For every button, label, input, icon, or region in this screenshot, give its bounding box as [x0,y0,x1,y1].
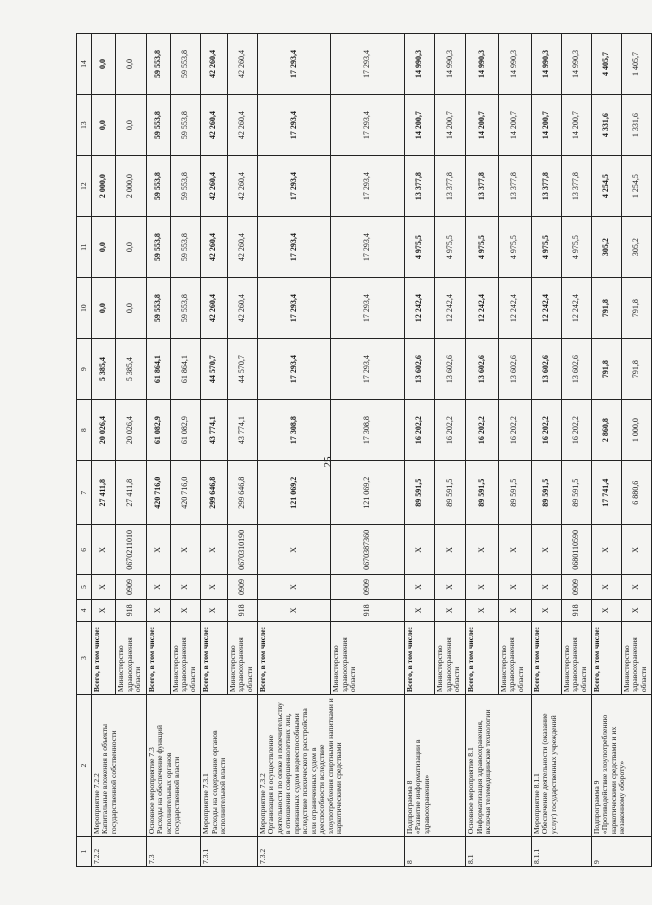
value-cell-c12: 59 553,8 [146,156,170,217]
table-row [404,34,435,867]
value-cell-c12: 13 377,8 [561,156,591,217]
value-cell-c8: 61 082,9 [170,400,200,461]
value-cell-c4: X [91,599,115,621]
value-cell-c5: X [591,575,621,599]
value-cell-c14: 0,0 [116,34,146,95]
table-row [466,34,499,867]
value-cell-c13: 42 260,4 [227,95,257,156]
value-cell-c5: X [404,575,435,599]
value-cell-c14: 42 260,4 [201,34,228,95]
value-cell-c10: 12 242,4 [435,278,466,339]
value-cell-c5: X [91,575,115,599]
value-cell-c4: X [146,599,170,621]
value-cell-c8: 16 202,2 [435,400,466,461]
line-kind: Всего, в том числе: [591,621,621,694]
value-cell-c12: 42 260,4 [201,156,228,217]
value-cell-c6: 0680110590 [561,525,591,575]
row-number: 8.1.1 [531,837,591,867]
value-cell-c6: X [591,525,621,575]
value-cell-c9: 791,8 [591,339,621,400]
program-name: Мероприятие 7.3.1 Расходы на содержание органов исполнительной власти [201,695,258,837]
value-cell-c5: X [466,575,499,599]
line-kind: Всего, в том числе: [146,621,170,694]
value-cell-c6: X [621,525,651,575]
value-cell-c4: X [591,599,621,621]
value-cell-c14: 14 990,3 [531,34,561,95]
value-cell-c9: 791,8 [621,339,651,400]
line-kind: Министерство здравоохранения области [561,621,591,694]
value-cell-c12: 13 377,8 [531,156,561,217]
value-cell-c11: 59 553,8 [146,217,170,278]
table-row [257,34,330,867]
value-cell-c12: 2 000,0 [116,156,146,217]
value-cell-c11: 42 260,4 [201,217,228,278]
value-cell-c11: 305,2 [621,217,651,278]
value-cell-c10: 42 260,4 [201,278,228,339]
value-cell-c13: 0,0 [116,95,146,156]
value-cell-c11: 4 975,5 [498,217,531,278]
value-cell-c13: 17 293,4 [257,95,330,156]
value-cell-c7: 27 411,8 [91,461,115,525]
header-cell: 14 [77,34,92,95]
line-kind: Министерство здравоохранения области [435,621,466,694]
value-cell-c4: 918 [227,599,257,621]
value-cell-c9: 44 570,7 [227,339,257,400]
value-cell-c4: X [201,599,228,621]
line-kind: Министерство здравоохранения области [498,621,531,694]
value-cell-c5: 0909 [227,575,257,599]
value-cell-c4: X [257,599,330,621]
header-cell: 2 [77,695,92,837]
value-cell-c5: X [146,575,170,599]
value-cell-c8: 2 860,8 [591,400,621,461]
value-cell-c14: 14 990,3 [466,34,499,95]
value-cell-c5: X [435,575,466,599]
value-cell-c7: 89 591,5 [435,461,466,525]
value-cell-c9: 13 602,6 [435,339,466,400]
value-cell-c4: X [621,599,651,621]
table-row [91,34,115,867]
table-row [201,34,228,867]
value-cell-c10: 17 293,4 [331,278,404,339]
value-cell-c7: 299 646,8 [201,461,228,525]
line-kind: Министерство здравоохранения области [170,621,200,694]
value-cell-c8: 16 202,2 [498,400,531,461]
row-number: 7.2.2 [91,837,146,867]
value-cell-c5: X [531,575,561,599]
value-cell-c14: 4 405,7 [591,34,621,95]
value-cell-c5: 0909 [561,575,591,599]
value-cell-c12: 42 260,4 [227,156,257,217]
value-cell-c6: 0670310190 [227,525,257,575]
value-cell-c9: 13 602,6 [498,339,531,400]
value-cell-c12: 59 553,8 [170,156,200,217]
header-cell: 13 [77,95,92,156]
line-kind: Министерство здравоохранения области [621,621,651,694]
value-cell-c10: 791,8 [591,278,621,339]
row-number: 9 [591,837,651,867]
value-cell-c13: 14 200,7 [466,95,499,156]
value-cell-c14: 1 405,7 [621,34,651,95]
value-cell-c6: X [201,525,228,575]
value-cell-c14: 17 293,4 [257,34,330,95]
budget-table [76,33,652,867]
value-cell-c8: 16 202,2 [531,400,561,461]
value-cell-c10: 12 242,4 [404,278,435,339]
value-cell-c10: 0,0 [91,278,115,339]
value-cell-c6: X [466,525,499,575]
value-cell-c11: 17 293,4 [257,217,330,278]
line-kind: Министерство здравоохранения области [331,621,404,694]
value-cell-c5: X [498,575,531,599]
value-cell-c14: 14 990,3 [435,34,466,95]
value-cell-c7: 89 591,5 [531,461,561,525]
value-cell-c13: 59 553,8 [170,95,200,156]
value-cell-c10: 0,0 [116,278,146,339]
line-kind: Всего, в том числе: [91,621,115,694]
row-number: 7.3 [146,837,201,867]
value-cell-c13: 14 200,7 [435,95,466,156]
value-cell-c7: 420 716,0 [170,461,200,525]
value-cell-c4: X [404,599,435,621]
value-cell-c14: 17 293,4 [331,34,404,95]
page-number: 25 [322,456,334,468]
value-cell-c12: 17 293,4 [257,156,330,217]
line-kind: Министерство здравоохранения области [116,621,146,694]
header-cell: 6 [77,525,92,575]
value-cell-c7: 89 591,5 [466,461,499,525]
line-kind: Всего, в том числе: [201,621,228,694]
value-cell-c10: 12 242,4 [498,278,531,339]
value-cell-c4: 918 [116,599,146,621]
value-cell-c7: 89 591,5 [404,461,435,525]
header-cell: 10 [77,278,92,339]
column-number-header-row [77,34,92,867]
line-kind: Всего, в том числе: [257,621,330,694]
value-cell-c8: 20 026,4 [91,400,115,461]
value-cell-c13: 4 331,6 [591,95,621,156]
value-cell-c11: 4 975,5 [435,217,466,278]
value-cell-c13: 14 200,7 [404,95,435,156]
value-cell-c8: 43 774,1 [201,400,228,461]
value-cell-c12: 13 377,8 [435,156,466,217]
value-cell-c9: 17 293,4 [331,339,404,400]
value-cell-c13: 0,0 [91,95,115,156]
value-cell-c8: 16 202,2 [404,400,435,461]
value-cell-c13: 1 331,6 [621,95,651,156]
value-cell-c5: X [621,575,651,599]
value-cell-c7: 121 069,2 [331,461,404,525]
value-cell-c14: 14 990,3 [404,34,435,95]
value-cell-c14: 59 553,8 [146,34,170,95]
line-kind: Министерство здравоохранения области [227,621,257,694]
value-cell-c10: 12 242,4 [531,278,561,339]
value-cell-c11: 17 293,4 [331,217,404,278]
value-cell-c14: 59 553,8 [170,34,200,95]
value-cell-c13: 14 200,7 [561,95,591,156]
value-cell-c14: 42 260,4 [227,34,257,95]
value-cell-c8: 17 308,8 [331,400,404,461]
value-cell-c6: X [170,525,200,575]
program-name: Основное мероприятие 7.3 Расходы на обеспечение функций исполнительных органов государственной власти [146,695,201,837]
header-cell: 7 [77,461,92,525]
value-cell-c12: 4 254,5 [591,156,621,217]
value-cell-c6: X [146,525,170,575]
rotated-table-container [76,33,652,867]
value-cell-c14: 14 990,3 [561,34,591,95]
value-cell-c12: 13 377,8 [466,156,499,217]
header-cell: 4 [77,599,92,621]
table-row [591,34,621,867]
value-cell-c12: 17 293,4 [331,156,404,217]
value-cell-c9: 13 602,6 [531,339,561,400]
value-cell-c5: X [257,575,330,599]
line-kind: Всего, в том числе: [404,621,435,694]
value-cell-c11: 4 975,5 [561,217,591,278]
value-cell-c6: X [404,525,435,575]
value-cell-c10: 59 553,8 [170,278,200,339]
header-cell: 8 [77,400,92,461]
value-cell-c12: 13 377,8 [498,156,531,217]
value-cell-c8: 43 774,1 [227,400,257,461]
program-name: Мероприятие 7.3.2 Организация и осуществление деятельности по опеке и попечительству в отношении совершеннолетних лиц, признанных судом недееспособными вследствие психического расстройства или ограниченных судом в дееспособности вследствие злоупотребления спиртными напитками и наркотическими средствами [257,695,404,837]
header-cell: 5 [77,575,92,599]
value-cell-c6: X [257,525,330,575]
row-number: 8.1 [466,837,532,867]
program-name: Мероприятие 8.1.1 Обеспечение деятельности (оказание услуг) государственных учреждений [531,695,591,837]
value-cell-c9: 61 864,1 [170,339,200,400]
table-body [77,34,652,867]
value-cell-c13: 14 200,7 [531,95,561,156]
value-cell-c11: 4 975,5 [404,217,435,278]
row-number: 8 [404,837,466,867]
value-cell-c12: 2 000,0 [91,156,115,217]
value-cell-c7: 420 716,0 [146,461,170,525]
program-name: Основное мероприятие 8.1 Информатизация здравоохранения, включая телемедицинские технологии [466,695,532,837]
value-cell-c4: X [170,599,200,621]
value-cell-c8: 20 026,4 [116,400,146,461]
value-cell-c8: 16 202,2 [466,400,499,461]
value-cell-c10: 12 242,4 [466,278,499,339]
header-cell: 11 [77,217,92,278]
value-cell-c7: 121 069,2 [257,461,330,525]
value-cell-c9: 61 864,1 [146,339,170,400]
value-cell-c9: 13 602,6 [466,339,499,400]
value-cell-c5: X [201,575,228,599]
value-cell-c13: 17 293,4 [331,95,404,156]
value-cell-c4: 918 [331,599,404,621]
value-cell-c13: 14 200,7 [498,95,531,156]
value-cell-c9: 13 602,6 [561,339,591,400]
header-cell: 9 [77,339,92,400]
value-cell-c10: 791,8 [621,278,651,339]
value-cell-c8: 16 202,2 [561,400,591,461]
value-cell-c11: 4 975,5 [531,217,561,278]
value-cell-c4: 918 [561,599,591,621]
table-row [531,34,561,867]
value-cell-c7: 299 646,8 [227,461,257,525]
value-cell-c10: 59 553,8 [146,278,170,339]
row-number: 7.3.1 [201,837,258,867]
value-cell-c6: 0670387360 [331,525,404,575]
value-cell-c4: X [466,599,499,621]
value-cell-c6: X [91,525,115,575]
value-cell-c6: X [435,525,466,575]
value-cell-c11: 0,0 [116,217,146,278]
value-cell-c6: 0670211010 [116,525,146,575]
value-cell-c5: 0909 [116,575,146,599]
value-cell-c6: X [498,525,531,575]
value-cell-c7: 27 411,8 [116,461,146,525]
value-cell-c4: X [531,599,561,621]
value-cell-c5: 0909 [331,575,404,599]
value-cell-c7: 17 741,4 [591,461,621,525]
value-cell-c10: 12 242,4 [561,278,591,339]
value-cell-c4: X [435,599,466,621]
value-cell-c11: 42 260,4 [227,217,257,278]
value-cell-c11: 59 553,8 [170,217,200,278]
value-cell-c10: 17 293,4 [257,278,330,339]
value-cell-c8: 61 082,9 [146,400,170,461]
value-cell-c9: 5 385,4 [91,339,115,400]
value-cell-c11: 4 975,5 [466,217,499,278]
value-cell-c8: 1 000,0 [621,400,651,461]
program-name: Подпрограмма 8 «Развитие информатизации в здравоохранении» [404,695,466,837]
row-number: 7.3.2 [257,837,404,867]
header-cell: 3 [77,621,92,694]
value-cell-c12: 13 377,8 [404,156,435,217]
line-kind: Всего, в том числе: [466,621,499,694]
program-name: Подпрограмма 9 «Противодействие злоупотреблению наркотическими средствами и их незаконному обороту» [591,695,651,837]
value-cell-c12: 1 254,5 [621,156,651,217]
value-cell-c9: 17 293,4 [257,339,330,400]
value-cell-c6: X [531,525,561,575]
value-cell-c14: 0,0 [91,34,115,95]
value-cell-c7: 6 880,6 [621,461,651,525]
program-name: Мероприятие 7.2.2 Капитальные вложения в объекты государственной собственности [91,695,146,837]
value-cell-c9: 44 570,7 [201,339,228,400]
value-cell-c13: 59 553,8 [146,95,170,156]
rotated-table-wrapper [76,33,652,867]
line-kind: Всего, в том числе: [531,621,561,694]
value-cell-c4: X [498,599,531,621]
value-cell-c9: 5 385,4 [116,339,146,400]
value-cell-c11: 0,0 [91,217,115,278]
value-cell-c11: 305,2 [591,217,621,278]
value-cell-c7: 89 591,5 [561,461,591,525]
header-cell: 12 [77,156,92,217]
value-cell-c9: 13 602,6 [404,339,435,400]
value-cell-c5: X [170,575,200,599]
header-cell: 1 [77,837,92,867]
value-cell-c8: 17 308,8 [257,400,330,461]
table-row [146,34,170,867]
value-cell-c13: 42 260,4 [201,95,228,156]
value-cell-c10: 42 260,4 [227,278,257,339]
value-cell-c7: 89 591,5 [498,461,531,525]
value-cell-c14: 14 990,3 [498,34,531,95]
